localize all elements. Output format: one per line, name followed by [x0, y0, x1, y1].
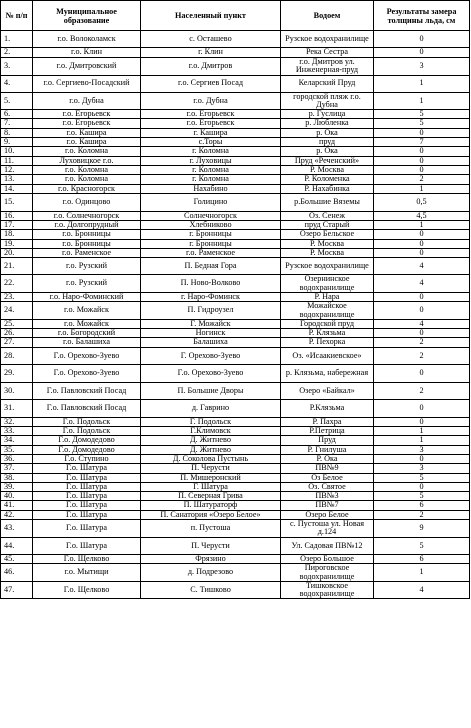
row-number: 25.: [1, 319, 33, 328]
settlement-cell: г. Коломна: [141, 165, 281, 174]
ice-thickness-cell: 5: [374, 473, 470, 482]
ice-thickness-cell: 2: [374, 382, 470, 399]
water-body-cell: Пироговское водохранилище: [281, 564, 374, 582]
ice-thickness-cell: 9: [374, 519, 470, 537]
table-row: [1, 482, 470, 491]
table-row: [1, 427, 470, 436]
settlement-cell: г.о. Егорьевск: [141, 119, 281, 128]
table-row: [1, 537, 470, 554]
water-body-cell: Оз. «Исаакиевское»: [281, 347, 374, 364]
water-body-cell: Озеро Бельское: [281, 230, 374, 239]
ice-thickness-cell: 2: [374, 510, 470, 519]
row-number: 8.: [1, 128, 33, 137]
table-row: [1, 258, 470, 275]
municipality-cell: Г.о. Орехово-Зуево: [33, 364, 141, 382]
settlement-cell: П. Шатураторф: [141, 501, 281, 510]
water-body-cell: Р. Москва: [281, 165, 374, 174]
table-row: [1, 128, 470, 137]
settlement-cell: Д. Житнево: [141, 436, 281, 445]
water-body-cell: г.о. Дмитров ул. Инженерная-пруд: [281, 58, 374, 76]
water-body-cell: Р. Москва: [281, 239, 374, 248]
settlement-cell: Ногинск: [141, 329, 281, 338]
table-row: [1, 399, 470, 417]
ice-thickness-cell: 7: [374, 138, 470, 147]
ice-thickness-cell: 0: [374, 482, 470, 491]
ice-thickness-cell: 0: [374, 230, 470, 239]
row-number: 31.: [1, 399, 33, 417]
ice-thickness-cell: 0: [374, 147, 470, 156]
water-body-cell: Р. Москва: [281, 249, 374, 258]
municipality-cell: г.о. Долгопрудный: [33, 221, 141, 230]
water-body-cell: ПВ№7: [281, 501, 374, 510]
row-number: 45.: [1, 554, 33, 563]
row-number: 28.: [1, 347, 33, 364]
table-row: [1, 464, 470, 473]
row-number: 13.: [1, 175, 33, 184]
row-number: 37.: [1, 464, 33, 473]
row-number: 20.: [1, 249, 33, 258]
table-row: [1, 165, 470, 174]
municipality-cell: г.о. Клин: [33, 48, 141, 58]
water-body-cell: Оз. Святое: [281, 482, 374, 491]
municipality-cell: г.о. Сергиево-Посадский: [33, 75, 141, 92]
header-municipality: Муниципальное образование: [33, 1, 141, 31]
row-number: 35.: [1, 445, 33, 454]
water-body-cell: Р. Ока: [281, 454, 374, 463]
table-row: [1, 338, 470, 347]
ice-thickness-cell: 4: [374, 581, 470, 599]
ice-thickness-cell: 6: [374, 554, 470, 563]
ice-thickness-cell: 1: [374, 184, 470, 193]
water-body-cell: Р. Нара: [281, 292, 374, 301]
municipality-cell: г.о. Дубна: [33, 92, 141, 110]
settlement-cell: П. Бедная Гора: [141, 258, 281, 275]
row-number: 1.: [1, 31, 33, 48]
water-body-cell: Озернинское водохранилище: [281, 275, 374, 293]
table-header-row: [1, 1, 470, 31]
ice-thickness-cell: 4: [374, 319, 470, 328]
row-number: 32.: [1, 417, 33, 426]
municipality-cell: Г.о. Шатура: [33, 464, 141, 473]
settlement-cell: г. Коломна: [141, 147, 281, 156]
ice-thickness-cell: 4: [374, 258, 470, 275]
table-row: [1, 436, 470, 445]
row-number: 5.: [1, 92, 33, 110]
row-number: 9.: [1, 138, 33, 147]
table-row: [1, 249, 470, 258]
ice-thickness-cell: 3: [374, 58, 470, 76]
settlement-cell: г. Бронницы: [141, 239, 281, 248]
settlement-cell: г.о. Сергиев Посад: [141, 75, 281, 92]
header-number: № п/п: [1, 1, 33, 31]
water-body-cell: Р. Пехорка: [281, 338, 374, 347]
settlement-cell: г. Коломна: [141, 175, 281, 184]
table-row: [1, 564, 470, 582]
ice-thickness-cell: 0,5: [374, 193, 470, 211]
table-row: [1, 193, 470, 211]
ice-thickness-cell: 0: [374, 165, 470, 174]
settlement-cell: г.о. Раменское: [141, 249, 281, 258]
municipality-cell: Г.о. Орехово-Зуево: [33, 347, 141, 364]
table-row: [1, 175, 470, 184]
row-number: 26.: [1, 329, 33, 338]
municipality-cell: Г.о. Шатура: [33, 510, 141, 519]
ice-thickness-cell: 0: [374, 399, 470, 417]
row-number: 21.: [1, 258, 33, 275]
table-row: [1, 75, 470, 92]
ice-thickness-cell: 0: [374, 417, 470, 426]
municipality-cell: Г.о. Шатура: [33, 501, 141, 510]
municipality-cell: г.о. Коломна: [33, 147, 141, 156]
settlement-cell: П. Северная Грива: [141, 492, 281, 501]
table-row: [1, 302, 470, 320]
settlement-cell: Солнечногорск: [141, 211, 281, 220]
settlement-cell: Г. Можайск: [141, 319, 281, 328]
ice-thickness-cell: 6: [374, 501, 470, 510]
table-row: [1, 554, 470, 563]
municipality-cell: г.о. Солнечногорск: [33, 211, 141, 220]
table-row: [1, 319, 470, 328]
row-number: 42.: [1, 510, 33, 519]
ice-thickness-cell: 0: [374, 156, 470, 165]
ice-thickness-cell: 0: [374, 364, 470, 382]
settlement-cell: г. Клин: [141, 48, 281, 58]
table-row: [1, 230, 470, 239]
water-body-cell: Река Сестра: [281, 48, 374, 58]
water-body-cell: Рузское водохранилище: [281, 258, 374, 275]
table-row: [1, 211, 470, 220]
municipality-cell: г.о. Дмитровский: [33, 58, 141, 76]
water-body-cell: Пруд: [281, 436, 374, 445]
row-number: 14.: [1, 184, 33, 193]
settlement-cell: Фрязино: [141, 554, 281, 563]
municipality-cell: г.о. Бронницы: [33, 239, 141, 248]
municipality-cell: Г.о. Шатура: [33, 473, 141, 482]
row-number: 43.: [1, 519, 33, 537]
row-number: 19.: [1, 239, 33, 248]
row-number: 41.: [1, 501, 33, 510]
water-body-cell: Озеро Белое: [281, 510, 374, 519]
municipality-cell: г.о. Кашира: [33, 138, 141, 147]
table-row: [1, 156, 470, 165]
header-settlement: Населенный пункт: [141, 1, 281, 31]
municipality-cell: Г.о. Павловский Посад: [33, 399, 141, 417]
water-body-cell: Келарский Пруд: [281, 75, 374, 92]
table-row: [1, 58, 470, 76]
ice-thickness-cell: 0: [374, 292, 470, 301]
table-row: [1, 110, 470, 119]
water-body-cell: р. Гуслица: [281, 110, 374, 119]
settlement-cell: С. Тишково: [141, 581, 281, 599]
table-row: [1, 221, 470, 230]
ice-thickness-cell: 0: [374, 31, 470, 48]
row-number: 40.: [1, 492, 33, 501]
table-row: [1, 147, 470, 156]
table-row: [1, 364, 470, 382]
settlement-cell: г. Наро-Фоминск: [141, 292, 281, 301]
ice-thickness-cell: 2: [374, 338, 470, 347]
municipality-cell: Г.о. Ступино: [33, 454, 141, 463]
row-number: 47.: [1, 581, 33, 599]
municipality-cell: г.о. Кашира: [33, 128, 141, 137]
ice-thickness-cell: 1: [374, 564, 470, 582]
water-body-cell: Пруд «Реченский»: [281, 156, 374, 165]
ice-thickness-cell: 1: [374, 427, 470, 436]
table-row: [1, 329, 470, 338]
table-row: [1, 492, 470, 501]
settlement-cell: д. Подрезово: [141, 564, 281, 582]
row-number: 18.: [1, 230, 33, 239]
ice-thickness-cell: 2: [374, 175, 470, 184]
row-number: 4.: [1, 75, 33, 92]
municipality-cell: г.о. Рузский: [33, 275, 141, 293]
ice-thickness-cell: 0: [374, 329, 470, 338]
settlement-cell: П. Черусти: [141, 537, 281, 554]
municipality-cell: г.о. Коломна: [33, 165, 141, 174]
municipality-cell: Г.о. Шатура: [33, 519, 141, 537]
settlement-cell: П. Большие Дворы: [141, 382, 281, 399]
table-row: [1, 31, 470, 48]
row-number: 24.: [1, 302, 33, 320]
settlement-cell: г. Луховицы: [141, 156, 281, 165]
municipality-cell: Г.о. Шатура: [33, 492, 141, 501]
municipality-cell: г.о. Наро-Фоминский: [33, 292, 141, 301]
table-row: [1, 48, 470, 58]
municipality-cell: Луховицкое г.о.: [33, 156, 141, 165]
municipality-cell: Г.о. Домодедово: [33, 436, 141, 445]
ice-thickness-cell: 1: [374, 92, 470, 110]
water-body-cell: Оз. Сенеж: [281, 211, 374, 220]
table-row: [1, 92, 470, 110]
municipality-cell: г.о. Волоколамск: [33, 31, 141, 48]
settlement-cell: г.о. Дубна: [141, 92, 281, 110]
ice-thickness-cell: 1: [374, 436, 470, 445]
water-body-cell: Ул. Садовая ПВ№12: [281, 537, 374, 554]
settlement-cell: Г. Орехово-Зуево: [141, 347, 281, 364]
municipality-cell: г.о. Коломна: [33, 175, 141, 184]
water-body-cell: пруд Старый: [281, 221, 374, 230]
row-number: 27.: [1, 338, 33, 347]
municipality-cell: г.о. Егорьевск: [33, 119, 141, 128]
settlement-cell: г.о. Егорьевск: [141, 110, 281, 119]
settlement-cell: Г.Климовск: [141, 427, 281, 436]
settlement-cell: П. Санатория «Озеро Белое»: [141, 510, 281, 519]
municipality-cell: Г.о. Шатура: [33, 482, 141, 491]
ice-thickness-cell: 5: [374, 110, 470, 119]
ice-thickness-cell: 0: [374, 302, 470, 320]
water-body-cell: городской пляж г.о. Дубна: [281, 92, 374, 110]
settlement-cell: п. Пустоша: [141, 519, 281, 537]
water-body-cell: ПВ№9: [281, 464, 374, 473]
header-ice-thickness: Результаты замера толщины льда, см: [374, 1, 470, 31]
row-number: 34.: [1, 436, 33, 445]
water-body-cell: р. Ока: [281, 147, 374, 156]
ice-thickness-cell: 4,5: [374, 211, 470, 220]
row-number: 22.: [1, 275, 33, 293]
municipality-cell: г.о. Балашиха: [33, 338, 141, 347]
row-number: 38.: [1, 473, 33, 482]
water-body-cell: Р. Коломенка: [281, 175, 374, 184]
settlement-cell: П. Черусти: [141, 464, 281, 473]
water-body-cell: Городской пруд: [281, 319, 374, 328]
table-row: [1, 510, 470, 519]
settlement-cell: Нахабино: [141, 184, 281, 193]
table-row: [1, 445, 470, 454]
water-body-cell: Тишковское водохранилище: [281, 581, 374, 599]
row-number: 46.: [1, 564, 33, 582]
table-row: [1, 454, 470, 463]
municipality-cell: г.о. Красногорск: [33, 184, 141, 193]
row-number: 33.: [1, 427, 33, 436]
row-number: 44.: [1, 537, 33, 554]
municipality-cell: г.о. Можайск: [33, 319, 141, 328]
settlement-cell: г. Бронницы: [141, 230, 281, 239]
table-row: [1, 473, 470, 482]
municipality-cell: г.о. Бронницы: [33, 230, 141, 239]
ice-thickness-cell: 1: [374, 221, 470, 230]
water-body-cell: р. Любленка: [281, 119, 374, 128]
header-water-body: Водоем: [281, 1, 374, 31]
water-body-cell: пруд: [281, 138, 374, 147]
municipality-cell: Г.о. Подольск: [33, 427, 141, 436]
row-number: 10.: [1, 147, 33, 156]
municipality-cell: г.о. Богородский: [33, 329, 141, 338]
ice-thickness-cell: 3: [374, 464, 470, 473]
ice-thickness-cell: 5: [374, 537, 470, 554]
table-row: [1, 239, 470, 248]
settlement-cell: Д. Соколова Пустынь: [141, 454, 281, 463]
ice-thickness-cell: 5: [374, 119, 470, 128]
municipality-cell: Г.о. Щелково: [33, 554, 141, 563]
water-body-cell: Оз Белое: [281, 473, 374, 482]
row-number: 39.: [1, 482, 33, 491]
settlement-cell: г.о. Дмитров: [141, 58, 281, 76]
ice-thickness-cell: 2: [374, 347, 470, 364]
row-number: 16.: [1, 211, 33, 220]
municipality-cell: г.о. Мытищи: [33, 564, 141, 582]
water-body-cell: р. Ока: [281, 128, 374, 137]
table-row: [1, 519, 470, 537]
settlement-cell: Балашиха: [141, 338, 281, 347]
table-row: [1, 138, 470, 147]
settlement-cell: Г.о. Орехово-Зуево: [141, 364, 281, 382]
row-number: 30.: [1, 382, 33, 399]
water-body-cell: Р. Пахра: [281, 417, 374, 426]
water-body-cell: р.Большие Вяземы: [281, 193, 374, 211]
municipality-cell: Г.о. Подольск: [33, 417, 141, 426]
settlement-cell: Г. Шатура: [141, 482, 281, 491]
municipality-cell: Г.о. Шатура: [33, 537, 141, 554]
ice-thickness-cell: 0: [374, 48, 470, 58]
water-body-cell: Рузское водохранилище: [281, 31, 374, 48]
table-row: [1, 382, 470, 399]
row-number: 11.: [1, 156, 33, 165]
water-body-cell: Р. Клязьма: [281, 329, 374, 338]
row-number: 6.: [1, 110, 33, 119]
table-row: [1, 347, 470, 364]
water-body-cell: Озеро Большое: [281, 554, 374, 563]
table-row: [1, 581, 470, 599]
settlement-cell: с.Торы: [141, 138, 281, 147]
settlement-cell: д. Гаврино: [141, 399, 281, 417]
row-number: 36.: [1, 454, 33, 463]
water-body-cell: Озеро «Байкал»: [281, 382, 374, 399]
settlement-cell: г. Кашира: [141, 128, 281, 137]
row-number: 15.: [1, 193, 33, 211]
table-row: [1, 417, 470, 426]
table-row: [1, 275, 470, 293]
ice-thickness-cell: 4: [374, 275, 470, 293]
water-body-cell: Р. Нахабинка: [281, 184, 374, 193]
water-body-cell: ПВ№3: [281, 492, 374, 501]
municipality-cell: Г.о. Павловский Посад: [33, 382, 141, 399]
row-number: 23.: [1, 292, 33, 301]
ice-thickness-cell: 0: [374, 128, 470, 137]
settlement-cell: П. Ново-Волково: [141, 275, 281, 293]
municipality-cell: Г.о. Щелково: [33, 581, 141, 599]
settlement-cell: с. Осташево: [141, 31, 281, 48]
row-number: 3.: [1, 58, 33, 76]
municipality-cell: г.о. Можайск: [33, 302, 141, 320]
table-row: [1, 292, 470, 301]
row-number: 12.: [1, 165, 33, 174]
table-row: [1, 501, 470, 510]
row-number: 17.: [1, 221, 33, 230]
ice-thickness-cell: 0: [374, 454, 470, 463]
table-row: [1, 184, 470, 193]
municipality-cell: г.о. Раменское: [33, 249, 141, 258]
water-body-cell: Можайское водохранилище: [281, 302, 374, 320]
settlement-cell: П. Мишеронский: [141, 473, 281, 482]
row-number: 7.: [1, 119, 33, 128]
table-body: [1, 31, 470, 599]
ice-thickness-cell: 1: [374, 75, 470, 92]
municipality-cell: г.о. Рузский: [33, 258, 141, 275]
water-body-cell: Р.Клязьма: [281, 399, 374, 417]
settlement-cell: П. Гидроузел: [141, 302, 281, 320]
ice-thickness-cell: 0: [374, 239, 470, 248]
ice-thickness-cell: 0: [374, 249, 470, 258]
ice-thickness-cell: 5: [374, 492, 470, 501]
water-body-cell: с. Пустоша ул. Новая д.124: [281, 519, 374, 537]
municipality-cell: Г.о. Домодедово: [33, 445, 141, 454]
ice-thickness-cell: 3: [374, 445, 470, 454]
table-row: [1, 119, 470, 128]
municipality-cell: г.о. Одинцово: [33, 193, 141, 211]
settlement-cell: Хлебниково: [141, 221, 281, 230]
municipality-cell: г.о. Егорьевск: [33, 110, 141, 119]
water-body-cell: Р. Гнилуша: [281, 445, 374, 454]
settlement-cell: Д. Житнево: [141, 445, 281, 454]
water-body-cell: р. Клязьма, набережная: [281, 364, 374, 382]
settlement-cell: Голицино: [141, 193, 281, 211]
water-body-cell: Р.Петрица: [281, 427, 374, 436]
settlement-cell: Г. Подольск: [141, 417, 281, 426]
row-number: 29.: [1, 364, 33, 382]
row-number: 2.: [1, 48, 33, 58]
